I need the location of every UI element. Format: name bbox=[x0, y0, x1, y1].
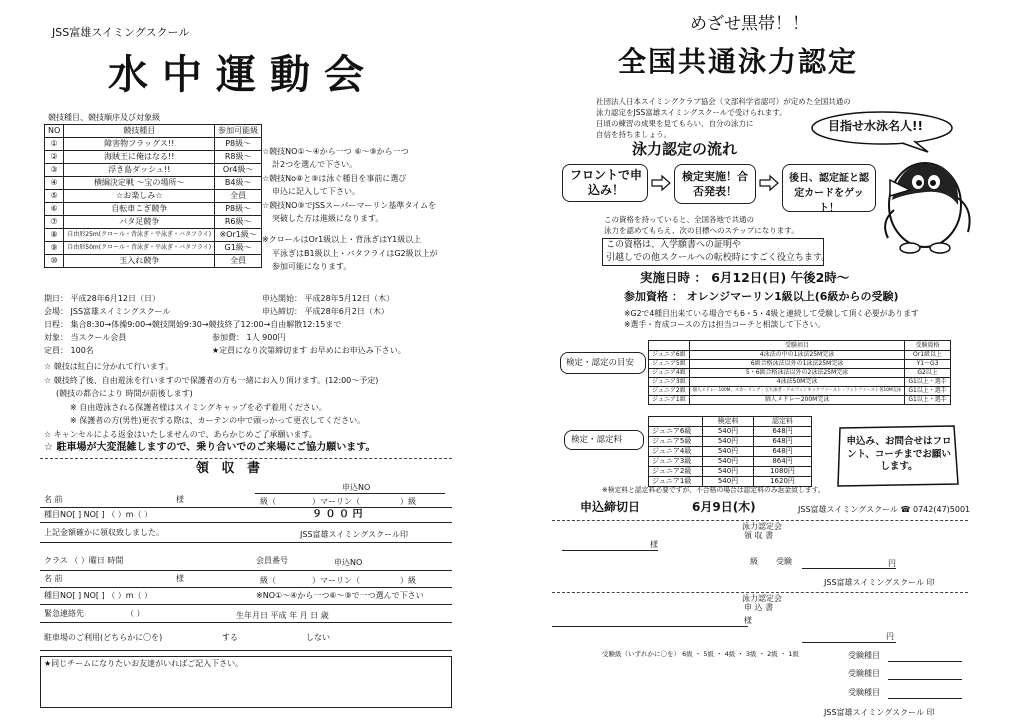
form-class-label: クラス （ ）曜日 時間 bbox=[44, 556, 124, 565]
note-line: 計2つを選んで下さい。 bbox=[272, 160, 358, 170]
club-name: JSS富雄スイミングスクール bbox=[52, 26, 190, 39]
form-app-no-label: 申込NO bbox=[334, 558, 363, 567]
guide-level: ジュニア1級 bbox=[649, 396, 690, 405]
flow-step-2-text: 検定実施！合否発表！ bbox=[682, 170, 748, 198]
receipt-kyu2: ）級 bbox=[400, 497, 416, 506]
table-row bbox=[649, 360, 951, 369]
form-marin: ）マーリン（ bbox=[312, 576, 360, 585]
guide-col-eligibility: 受験資格 bbox=[905, 341, 950, 351]
fee-exam: 540円 bbox=[703, 447, 754, 457]
receipt-received: 上記金額確かに領収致しました。 bbox=[44, 528, 164, 537]
table-row bbox=[649, 477, 812, 487]
info-venue: 会場： JSS富雄スイミングスクール bbox=[44, 307, 171, 316]
fee-label: 検定・認定料 bbox=[571, 435, 623, 445]
event-no: ⑨ bbox=[45, 242, 64, 255]
fee-level: ジュニア5級 bbox=[649, 437, 703, 447]
form-event-no: 種目NO[ ] NO[ ] （ ）m（ ） bbox=[44, 591, 153, 600]
guide-item: 4泳法の中の1泳法25M完泳 bbox=[689, 351, 905, 360]
table-row bbox=[45, 203, 262, 216]
form-emergency-paren: （ ） bbox=[126, 609, 145, 618]
event-level: G1級～ bbox=[215, 242, 262, 255]
right-receipt-yen: 円 bbox=[888, 559, 896, 568]
form-sama: 様 bbox=[176, 574, 184, 583]
event-no: ① bbox=[45, 138, 64, 151]
flow-title: 泳力認定の流れ bbox=[632, 140, 738, 158]
guide-level: ジュニア4級 bbox=[649, 369, 690, 378]
receipt-marin: ）マーリン（ bbox=[312, 497, 360, 506]
table-row bbox=[45, 255, 262, 268]
arrow-right-icon bbox=[760, 176, 780, 190]
right-receipt-head2: 領 収 書 bbox=[744, 531, 774, 540]
note-line: 参加可能になります。 bbox=[272, 262, 352, 272]
form-parking-yes: する bbox=[222, 633, 238, 642]
fee-level: ジュニア1級 bbox=[649, 477, 703, 487]
eligibility: 参加資格 ： オレンジマーリン1級以上(6級からの受験) bbox=[624, 290, 899, 303]
form-member-label: 会員番号 bbox=[256, 556, 288, 565]
table-row bbox=[45, 190, 262, 203]
fee-note: ※検定料と認定料必要ですが、不合格の場合は認定料のみ返金致します。 bbox=[602, 486, 825, 494]
fee-exam: 540円 bbox=[703, 467, 754, 477]
form-parking-no: しない bbox=[306, 633, 330, 642]
guide-label-box bbox=[560, 352, 646, 374]
right-receipt-juken: 受験 bbox=[776, 557, 792, 566]
guide-item: 個人メドレー100M、スカーリング・立ち泳ぎ・ドルフィンキックファースト・フットファースト各10M完泳 bbox=[689, 387, 905, 396]
info-blank bbox=[262, 318, 406, 331]
right-app-event-1: 受験種目 bbox=[848, 651, 880, 660]
guide-eligibility: Y1～G3 bbox=[905, 360, 950, 369]
form-kyu: 級（ bbox=[260, 576, 276, 585]
info-capacity: 定員： 100名 bbox=[44, 346, 94, 355]
info-app-start: 申込開始： 平成28年5月12日（木） bbox=[262, 294, 394, 303]
cert-subtitle: めざせ黒帯！！ bbox=[690, 14, 809, 34]
qual-box-line: この資格は、入学願書への証明や bbox=[606, 240, 742, 250]
event-level: 全員 bbox=[215, 255, 262, 268]
table-row bbox=[649, 351, 951, 360]
bullet-line: ☆ キャンセルによる返金はいたしませんので、あらかじめご了承願います。 bbox=[44, 429, 317, 439]
event-level: R8級～ bbox=[215, 151, 262, 164]
table-row bbox=[45, 229, 262, 242]
guide-col-level bbox=[649, 341, 690, 351]
right-receipt-kyu: 級 bbox=[750, 557, 758, 566]
intro-line: 社団法人日本スイミングクラブ協会（文部科学省認可）が定めた全国共通の bbox=[596, 97, 851, 106]
fee-label-box bbox=[564, 430, 644, 450]
event-name: 自由形25m(クロール・背泳ぎ・平泳ぎ・バタフライ) bbox=[64, 229, 215, 242]
guide-col-item: 受験項目 bbox=[689, 341, 905, 351]
flow-step-3-text: 後日、認定証と認定カードをゲット！ bbox=[789, 173, 869, 214]
event-no: ⑧ bbox=[45, 229, 64, 242]
receipt-amount: ９ ０ ０ 円 bbox=[312, 509, 363, 520]
right-app-name-line bbox=[552, 626, 748, 627]
event-info-right bbox=[212, 292, 406, 357]
deadline-label: 申込締切日 bbox=[580, 500, 641, 514]
fee-col-level bbox=[649, 417, 703, 427]
elig-note: ※選手・育成コースの方は担当コーチと相談して下さい。 bbox=[624, 320, 826, 329]
penguin-mascot-icon bbox=[870, 150, 980, 260]
info-date: 期日： 平成28年6月12日（日） bbox=[44, 294, 160, 303]
fee-exam: 540円 bbox=[703, 427, 754, 437]
form-line bbox=[40, 570, 452, 571]
qualification-box bbox=[602, 238, 831, 266]
info-capacity-note: ★定員になり次第締切ます お早めにお申込み下さい。 bbox=[212, 346, 406, 355]
guide-eligibility: Or1級以上 bbox=[905, 351, 950, 360]
fee-cert: 648円 bbox=[754, 427, 812, 437]
table-row bbox=[649, 387, 951, 396]
guide-eligibility: G1以上・選手 bbox=[905, 396, 950, 405]
flow-step-1-text: フロントで申込み！ bbox=[569, 168, 642, 197]
info-schedule: 日程： 集合8:30→体操9:00→競技開始9:30→競技終了12:00→自由解散12:15まで bbox=[44, 320, 342, 329]
note-line: 申込に記入して下さい。 bbox=[272, 187, 360, 197]
table-row bbox=[45, 216, 262, 229]
event-name: 自転車こぎ競争 bbox=[64, 203, 215, 216]
form-parking-label: 駐車場のご利用(どちらかに〇を) bbox=[44, 633, 163, 642]
event-no: ⑩ bbox=[45, 255, 64, 268]
receipt-app-no-line bbox=[255, 493, 445, 494]
bullet-line: ※ 保護者の方(男性)更衣する際は、カーテンの中で頭っかって更衣してください。 bbox=[70, 416, 366, 425]
contact-box-text: 申込み、お問合せはフロント、コーチまでお願いします。 bbox=[846, 436, 952, 472]
info-target: 対象： 当スクール会員 bbox=[44, 333, 127, 342]
right-app-event-2: 受験種目 bbox=[848, 669, 880, 678]
qualification-text bbox=[604, 214, 799, 236]
team-request-box[interactable] bbox=[40, 656, 452, 708]
intro-line: 日頃の練習の成果を見てもらい、自分の泳力に bbox=[596, 119, 754, 128]
event-no: ③ bbox=[45, 164, 64, 177]
table-row bbox=[649, 378, 951, 387]
guide-item: 5・6級合格泳法以外の2泳法25M完泳 bbox=[689, 369, 905, 378]
form-birthday: 生年月日 平成 年 月 日 歳 bbox=[236, 611, 329, 620]
guide-item: 6級合格泳法以外の1泳法25M完泳 bbox=[689, 360, 905, 369]
right-app-amount-line bbox=[802, 642, 896, 643]
event-no: ⑥ bbox=[45, 203, 64, 216]
table-row bbox=[649, 396, 951, 405]
event-notes bbox=[262, 145, 438, 274]
form-line bbox=[40, 650, 452, 651]
eligibility-notes bbox=[624, 308, 919, 330]
note-line: 平泳ぎはB1級以上・バタフライはG2級以上が bbox=[272, 248, 438, 258]
fee-level: ジュニア2級 bbox=[649, 467, 703, 477]
table-caption: 競技種目、競技順序及び対象級 bbox=[48, 113, 160, 122]
right-app-seal: JSS富雄スイミングスクール 印 bbox=[824, 708, 935, 717]
event-level: B4級～ bbox=[215, 177, 262, 190]
event-level: ※Or1級～ bbox=[215, 229, 262, 242]
exam-date: 実施日時 ： 6月12日(日) 午後2時～ bbox=[640, 270, 850, 285]
fee-level: ジュニア4級 bbox=[649, 447, 703, 457]
guide-item: 4泳法50M完泳 bbox=[689, 378, 905, 387]
table-row bbox=[649, 467, 812, 477]
right-receipt-seal: JSS富雄スイミングスクール 印 bbox=[824, 578, 935, 587]
guide-level: ジュニア2級 bbox=[649, 387, 690, 396]
guide-eligibility: G2以上 bbox=[905, 369, 950, 378]
right-app-event-line bbox=[888, 679, 962, 680]
right-app-head2: 申 込 書 bbox=[744, 603, 774, 612]
receipt-line bbox=[40, 522, 452, 523]
bullet-line: (競技の都合により 時間が前後します) bbox=[56, 389, 193, 398]
right-app-yen: 円 bbox=[886, 632, 894, 641]
guide-label: 検定・認定の目安 bbox=[566, 358, 635, 368]
note-line: ※クロールはOr1級以上・背泳ぎはY1級以上 bbox=[262, 235, 422, 245]
fee-exam: 540円 bbox=[703, 457, 754, 467]
qual-line: 泳力を認めてもらえ、次の目標へのステップになります。 bbox=[604, 226, 799, 235]
guide-item: 個人メドレー200M完泳 bbox=[689, 396, 905, 405]
event-level: P8級～ bbox=[215, 138, 262, 151]
table-row bbox=[649, 437, 812, 447]
receipt-line bbox=[40, 542, 452, 543]
event-name: バタ足競争 bbox=[64, 216, 215, 229]
deadline-date: 6月9日(木) bbox=[692, 500, 756, 514]
intro-line: 自信を持ちましょう。 bbox=[596, 130, 671, 139]
guide-level: ジュニア5級 bbox=[649, 360, 690, 369]
guide-table bbox=[648, 340, 951, 405]
event-name: 玉入れ競争 bbox=[64, 255, 215, 268]
event-name: 海賊王に俺はなる!! bbox=[64, 151, 215, 164]
intro-line: 泳力認定をJSS富雄スイミングスクールで受けられます。 bbox=[596, 108, 787, 117]
fee-level: ジュニア3級 bbox=[649, 457, 703, 467]
club-phone: JSS富雄スイミングスクール ☎ 0742(47)5001 bbox=[798, 505, 971, 514]
fee-col-exam: 検定料 bbox=[703, 417, 754, 427]
note-line bbox=[262, 225, 438, 233]
receipt-kyu: 級（ bbox=[260, 497, 276, 506]
guide-eligibility: G1以上・選手 bbox=[905, 378, 950, 387]
receipt-sama: 様 bbox=[176, 495, 184, 504]
cut-line bbox=[552, 520, 968, 521]
table-row bbox=[45, 138, 262, 151]
guide-eligibility: G1以上・選手 bbox=[905, 387, 950, 396]
right-app-sama: 様 bbox=[744, 616, 752, 625]
note-line: ☆競技NO⑨でJSSスーパーマーリン基準タイムを bbox=[262, 200, 437, 210]
event-no: ④ bbox=[45, 177, 64, 190]
cut-line bbox=[40, 458, 452, 459]
flow-step-3 bbox=[782, 164, 876, 212]
qual-line: この資格を持っていると、全国各地で共通の bbox=[604, 215, 754, 224]
fee-col-cert: 認定料 bbox=[754, 417, 812, 427]
event-level: Or4級～ bbox=[215, 164, 262, 177]
fee-cert: 1080円 bbox=[754, 467, 812, 477]
receipt-app-no-label: 申込NO bbox=[342, 483, 371, 492]
fee-exam: 540円 bbox=[703, 477, 754, 487]
right-app-event-line bbox=[888, 698, 962, 699]
receipt-name-label: 名 前 bbox=[44, 495, 63, 504]
event-level: R6級～ bbox=[215, 216, 262, 229]
guide-level: ジュニア6級 bbox=[649, 351, 690, 360]
bullet-line: ☆ 競技終了後、自由遊泳を行いますので保護者の方も一緒にお入り頂けます。(12:00～予定) bbox=[44, 375, 379, 385]
note-line: ☆競技NO①～④から一つ ⑥～⑨から一つ bbox=[262, 147, 409, 156]
bullet-line: ※ 自由遊泳される保護者様はスイミングキャップを必ず着用ください。 bbox=[70, 402, 327, 412]
right-app-event-line bbox=[888, 661, 962, 662]
table-row bbox=[45, 242, 262, 255]
col-level: 参加可能級 bbox=[215, 125, 262, 138]
receipt-line bbox=[40, 507, 452, 508]
form-select-note: ※NO①～④から一つ⑥～⑨で一つ選んで下さい bbox=[256, 591, 424, 600]
info-app-deadline: 申込締切： 平成28年6月2日（木） bbox=[262, 307, 389, 316]
flow-step-1 bbox=[562, 164, 648, 202]
table-row bbox=[45, 177, 262, 190]
fee-cert: 648円 bbox=[754, 437, 812, 447]
right-sheet-swim-certification bbox=[512, 0, 1024, 726]
team-request-label: ★同じチームになりたいお友達がいればご記入下さい。 bbox=[44, 659, 244, 668]
col-event: 競技種目 bbox=[64, 125, 215, 138]
fee-cert: 1620円 bbox=[754, 477, 812, 487]
col-no: NO bbox=[45, 125, 64, 138]
flow-step-2 bbox=[674, 164, 756, 204]
cert-title: 全国共通泳力認定 bbox=[618, 45, 859, 78]
right-app-event-3: 受験種目 bbox=[848, 688, 880, 697]
note-line: 突破した方は進級になります。 bbox=[272, 214, 384, 224]
table-row bbox=[649, 427, 812, 437]
receipt-event-no: 種目NO[ ] NO[ ] （ ）m（ ） bbox=[44, 510, 153, 519]
event-level: P8級～ bbox=[215, 203, 262, 216]
arrow-right-icon bbox=[652, 176, 672, 190]
fee-cert: 864円 bbox=[754, 457, 812, 467]
event-name: ☆お楽しみ☆ bbox=[64, 190, 215, 203]
table-row bbox=[45, 151, 262, 164]
bubble-text: 目指せ水泳名人!! bbox=[828, 119, 923, 133]
event-no: ⑦ bbox=[45, 216, 64, 229]
receipt-seal: JSS富雄スイミングスクール印 bbox=[300, 530, 408, 539]
bullet-line: ☆ 競技は紅白に分かれて行います。 bbox=[44, 362, 174, 371]
info-fee: 参加費： 1人 900円 bbox=[212, 333, 286, 342]
table-row bbox=[649, 457, 812, 467]
event-name: 自由形50m(クロール・背泳ぎ・平泳ぎ・バタフライ) bbox=[64, 242, 215, 255]
guide-level: ジュニア3級 bbox=[649, 378, 690, 387]
form-kyu2: ）級 bbox=[400, 576, 416, 585]
event-title: 水中運動会 bbox=[108, 52, 378, 98]
fee-cert: 648円 bbox=[754, 447, 812, 457]
event-name: 浮き島ダッシュ!! bbox=[64, 164, 215, 177]
elig-note: ※G2で4種目出来ている場合でも6・5・4級と連続して受験して頂く必要があります bbox=[624, 309, 919, 318]
table-row bbox=[45, 164, 262, 177]
right-app-head1: 泳力認定会 bbox=[742, 594, 782, 603]
form-line bbox=[40, 604, 452, 605]
event-level: 全員 bbox=[215, 190, 262, 203]
cut-line bbox=[552, 592, 968, 593]
right-receipt-head1: 泳力認定会 bbox=[742, 522, 782, 531]
qual-box-line: 引越しでの他スクールへの転校時にすごく役立ちます。 bbox=[606, 253, 831, 263]
event-name: 横綱決定戦 ～宝の場所～ bbox=[64, 177, 215, 190]
event-bullets bbox=[44, 360, 378, 455]
event-name: 障害物フラッグス!! bbox=[64, 138, 215, 151]
events-table bbox=[44, 124, 262, 268]
note-line: ☆競技No⑧と⑨は泳ぐ種目を事前に選び bbox=[262, 173, 407, 183]
bullet-line: ☆ 駐車場が大変混雑しますので、乗り合いでのご来場にご協力願います。 bbox=[44, 442, 376, 453]
right-app-levels: 受験級（いずれかに〇を） 6級 ・ 5級 ・ 4級 ・ 3級 ・ 2級 ・ 1級 bbox=[602, 650, 800, 658]
right-receipt-sama: 様 bbox=[650, 540, 658, 549]
event-no: ⑤ bbox=[45, 190, 64, 203]
form-line bbox=[40, 622, 452, 623]
form-line bbox=[40, 587, 452, 588]
event-no: ② bbox=[45, 151, 64, 164]
right-receipt-amount-line bbox=[802, 568, 896, 569]
fee-exam: 540円 bbox=[703, 437, 754, 447]
form-emergency-label: 緊急連絡先 bbox=[44, 609, 84, 618]
fee-table bbox=[648, 416, 812, 487]
right-receipt-name-line bbox=[562, 550, 658, 551]
fee-level: ジュニア6級 bbox=[649, 427, 703, 437]
form-name-label: 名 前 bbox=[44, 574, 63, 583]
receipt-title: 領 収 書 bbox=[196, 461, 265, 476]
table-row bbox=[649, 447, 812, 457]
table-row bbox=[649, 369, 951, 378]
